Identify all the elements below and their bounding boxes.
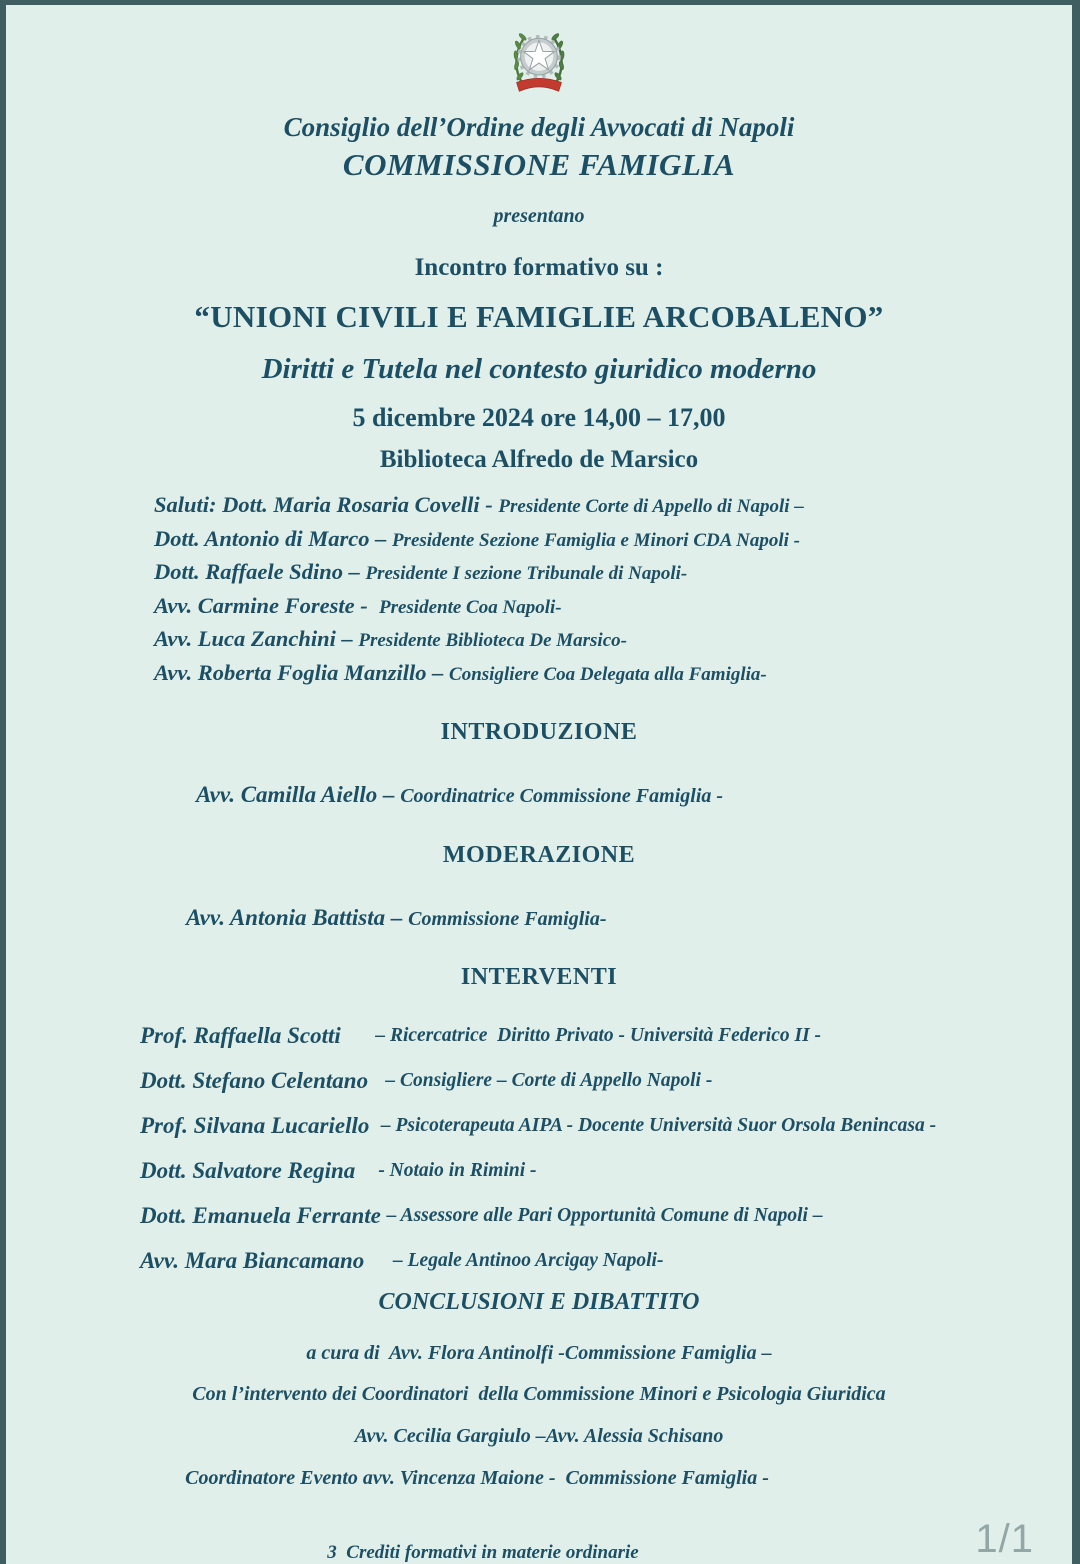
organization-title: Consiglio dell’Ordine degli Avvocati di Napoli	[283, 112, 795, 142]
interventi-list	[6, 1013, 1072, 1283]
saluti-item: Dott. Raffaele Sdino – Presidente I sezione Tribunale di Napoli-	[154, 559, 688, 584]
commission-title: COMMISSIONE FAMIGLIA	[342, 147, 736, 182]
event-intro-line: Incontro formativo su :	[414, 254, 664, 281]
event-venue: Biblioteca Alfredo de Marsico	[379, 446, 699, 473]
saluti-item: Avv. Carmine Foreste - Presidente Coa Napoli-	[154, 592, 562, 618]
event-subtitle: Diritti e Tutela nel contesto giuridico moderno	[261, 353, 817, 385]
saluti-list	[6, 490, 1072, 691]
interventi-item: Dott. Stefano Celentano – Consigliere – Corte di Appello Napoli -	[140, 1067, 713, 1093]
interventi-item: Prof. Silvana Lucariello – Psicoterapeuta AIPA - Docente Università Suor Orsola Benincasa -	[140, 1112, 937, 1138]
interventi-item: Dott. Emanuela Ferrante – Assessore alle Pari Opportunità Comune di Napoli –	[140, 1202, 823, 1228]
saluti-item: Avv. Luca Zanchini – Presidente Biblioteca De Marsico-	[154, 626, 627, 651]
event-datetime: 5 dicembre 2024 ore 14,00 – 17,00	[352, 403, 726, 432]
saluti-item: Avv. Roberta Foglia Manzillo – Consigliere Coa Delegata alla Famiglia-	[154, 659, 767, 685]
conclusioni-line: a cura di Avv. Flora Antinolfi -Commissione Famiglia –	[306, 1342, 772, 1364]
moderazione-speaker: Avv. Antonia Battista – Commissione Famiglia-	[186, 905, 607, 930]
presenting-label: presentano	[493, 205, 585, 227]
interventi-item: Prof. Raffaella Scotti – Ricercatrice Diritto Privato - Università Federico II -	[140, 1022, 822, 1048]
interventi-item: Dott. Salvatore Regina - Notaio in Rimini -	[140, 1157, 537, 1183]
interventi-item: Avv. Mara Biancamano – Legale Antinoo Arcigay Napoli-	[140, 1247, 664, 1273]
emblem-container	[6, 25, 1072, 100]
saluti-item: Dott. Antonio di Marco – Presidente Sezione Famiglia e Minori CDA Napoli -	[154, 525, 800, 551]
section-heading-introduzione: INTRODUZIONE	[440, 719, 638, 745]
credits-line: 3 Crediti formativi in materie ordinarie	[327, 1542, 639, 1563]
section-heading-conclusioni: CONCLUSIONI E DIBATTITO	[378, 1289, 700, 1315]
page-indicator: 1/1	[975, 1517, 1034, 1561]
conclusioni-line: Avv. Cecilia Gargiulo –Avv. Alessia Schisano	[354, 1425, 724, 1447]
saluti-item: Saluti: Dott. Maria Rosaria Covelli - Presidente Corte di Appello di Napoli –	[154, 492, 804, 517]
section-heading-moderazione: MODERAZIONE	[442, 842, 636, 868]
conclusioni-line: Coordinatore Evento avv. Vincenza Maione - Commissione Famiglia -	[185, 1467, 769, 1489]
introduzione-speaker: Avv. Camilla Aiello – Coordinatrice Commissione Famiglia -	[196, 782, 724, 807]
section-heading-interventi: INTERVENTI	[460, 964, 618, 990]
italian-republic-emblem-icon	[505, 82, 573, 99]
event-title: “UNIONI CIVILI E FAMIGLIE ARCOBALENO”	[194, 299, 884, 334]
conclusioni-line: Con l’intervento dei Coordinatori della Commissione Minori e Psicologia Giuridica	[192, 1383, 886, 1405]
